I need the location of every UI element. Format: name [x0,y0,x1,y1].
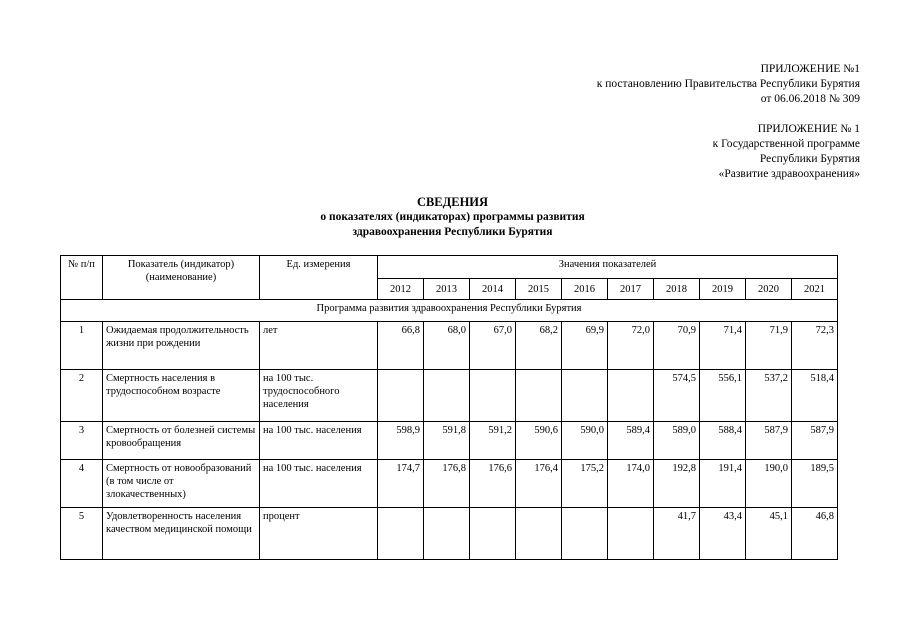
row-value [516,508,562,560]
row-value: 66,8 [378,322,424,370]
row-value: 70,9 [654,322,700,370]
row-value [470,370,516,422]
row-value: 590,6 [516,422,562,460]
appendix-program-ref: к Государственной программе [712,138,860,150]
year-header: 2021 [792,279,838,300]
row-value [378,508,424,560]
row-value: 43,4 [700,508,746,560]
appendix-resolution-date: от 06.06.2018 № 309 [760,93,860,105]
row-indicator: Смертность от новообразований (в том числе от злокачественных) [103,460,260,508]
row-value: 518,4 [792,370,838,422]
appendix-resolution-ref: к постановлению Правительства Республики Бурятия [596,78,860,90]
row-indicator: Смертность населения в трудоспособном возрасте [103,370,260,422]
header-num: № п/п [61,256,103,300]
document-title [0,195,905,240]
row-num: 3 [61,422,103,460]
row-value [378,370,424,422]
row-value: 175,2 [562,460,608,508]
appendix-program-republic: Республики Бурятия [759,153,860,165]
row-value: 589,0 [654,422,700,460]
row-value: 598,9 [378,422,424,460]
appendix-header-resolution [597,62,860,107]
row-value [516,370,562,422]
table-header-row [61,256,838,279]
year-header: 2020 [746,279,792,300]
row-unit: процент [260,508,378,560]
row-value: 191,4 [700,460,746,508]
title-main: СВЕДЕНИЯ [416,195,489,209]
appendix-title: ПРИЛОЖЕНИЕ №1 [760,63,860,75]
row-value: 588,4 [700,422,746,460]
row-num: 1 [61,322,103,370]
row-value: 587,9 [792,422,838,460]
row-indicator: Смертность от болезней системы кровообращения [103,422,260,460]
row-value [424,508,470,560]
row-value: 68,2 [516,322,562,370]
row-value: 192,8 [654,460,700,508]
row-value [562,508,608,560]
row-value: 190,0 [746,460,792,508]
row-value: 46,8 [792,508,838,560]
row-unit: лет [260,322,378,370]
row-value: 556,1 [700,370,746,422]
table-row [61,370,838,422]
year-header: 2013 [424,279,470,300]
appendix-program-name: «Развитие здравоохранения» [718,168,860,180]
row-value: 69,9 [562,322,608,370]
appendix-title: ПРИЛОЖЕНИЕ № 1 [757,123,860,135]
section-row [61,300,838,322]
row-num: 4 [61,460,103,508]
row-value: 591,2 [470,422,516,460]
row-value: 174,0 [608,460,654,508]
row-value: 174,7 [378,460,424,508]
row-unit: на 100 тыс. населения [260,422,378,460]
row-value [470,508,516,560]
year-header: 2015 [516,279,562,300]
appendix-header-program [713,122,860,182]
row-value [608,508,654,560]
row-value: 71,9 [746,322,792,370]
header-indicator: Показатель (индикатор) (наименование) [103,256,260,300]
table-row [61,508,838,560]
row-value: 68,0 [424,322,470,370]
year-header: 2012 [378,279,424,300]
row-num: 2 [61,370,103,422]
title-subtitle-1: о показателях (индикаторах) программы развития [320,211,585,223]
row-value: 574,5 [654,370,700,422]
header-unit: Ед. измерения [260,256,378,300]
row-value: 176,4 [516,460,562,508]
year-header: 2016 [562,279,608,300]
indicators-table [60,255,838,560]
year-header: 2019 [700,279,746,300]
row-value: 589,4 [608,422,654,460]
row-unit: на 100 тыс. населения [260,460,378,508]
header-values: Значения показателей [378,256,838,279]
year-header: 2018 [654,279,700,300]
row-value: 176,6 [470,460,516,508]
row-value [608,370,654,422]
year-header: 2017 [608,279,654,300]
row-value: 72,3 [792,322,838,370]
row-unit: на 100 тыс. трудоспособного населения [260,370,378,422]
row-value: 189,5 [792,460,838,508]
table-row [61,422,838,460]
row-value [562,370,608,422]
row-indicator: Удовлетворенность населения качеством медицинской помощи [103,508,260,560]
row-value [424,370,470,422]
section-title: Программа развития здравоохранения Республики Бурятия [61,300,838,322]
row-value: 176,8 [424,460,470,508]
title-subtitle-2: здравоохранения Республики Бурятия [352,226,553,238]
row-value: 67,0 [470,322,516,370]
row-value: 591,8 [424,422,470,460]
row-value: 72,0 [608,322,654,370]
row-indicator: Ожидаемая продолжительность жизни при рождении [103,322,260,370]
year-header: 2014 [470,279,516,300]
row-num: 5 [61,508,103,560]
row-value: 587,9 [746,422,792,460]
row-value: 590,0 [562,422,608,460]
table-row [61,322,838,370]
row-value: 537,2 [746,370,792,422]
table-row [61,460,838,508]
row-value: 45,1 [746,508,792,560]
row-value: 71,4 [700,322,746,370]
row-value: 41,7 [654,508,700,560]
